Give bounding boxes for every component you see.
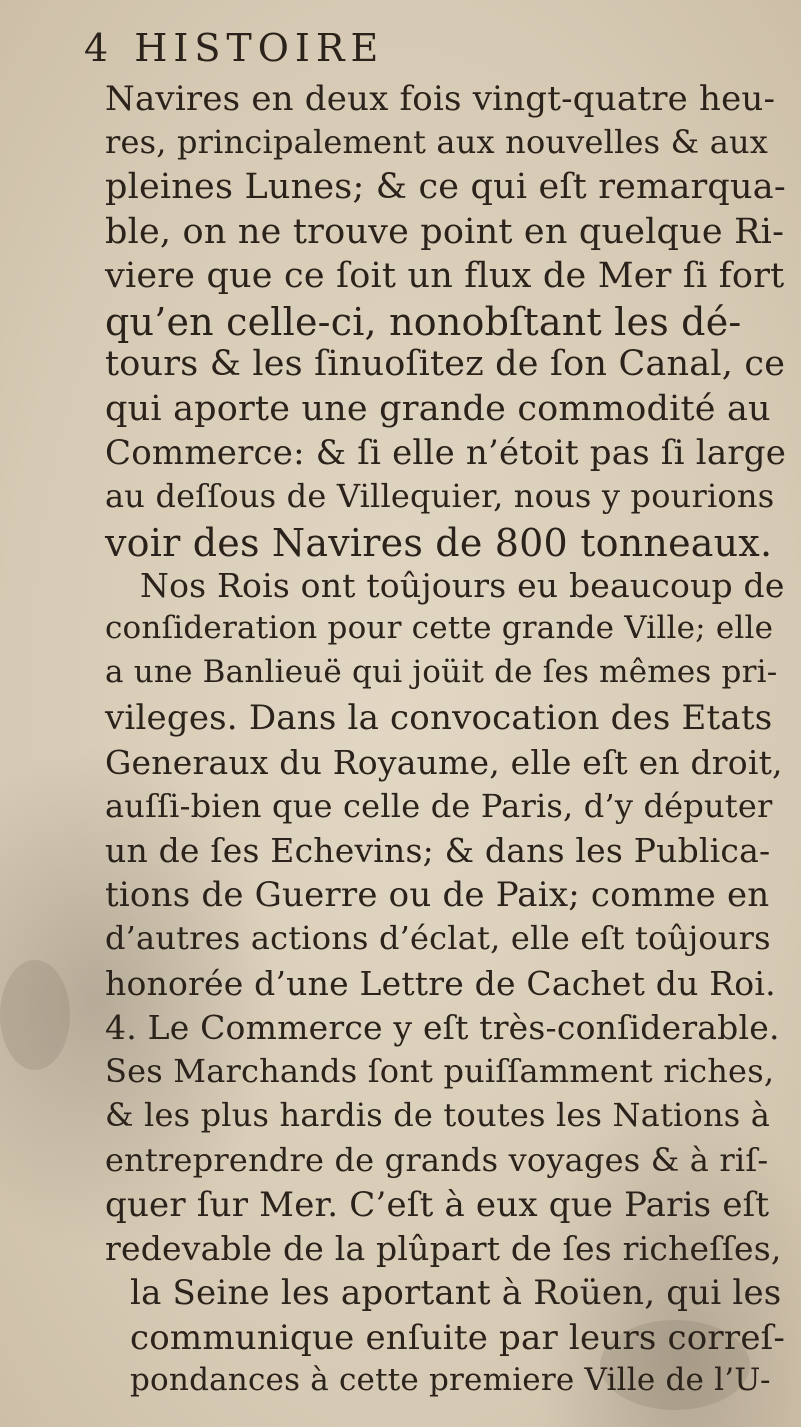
running-head: HISTOIRE (134, 26, 385, 70)
text-line: tours & les ſinuoſitez de ſon Canal, ce (105, 344, 786, 384)
text-line: 4. Le Commerce y eſt très-conſiderable. (105, 1008, 780, 1047)
text-line: auſſi-bien que celle de Paris, d’y députer (105, 787, 773, 825)
text-line: Commerce: & ſi elle n’étoit pas ſi large (105, 433, 787, 473)
text-line: tions de Guerre ou de Paix; comme en (105, 875, 770, 915)
text-line: la Seine les aportant à Roüen, qui les (130, 1273, 782, 1313)
text-line: quer ſur Mer. C’eſt à eux que Paris eſt (105, 1185, 770, 1225)
text-line: vileges. Dans la convocation des Etats (105, 698, 773, 738)
text-line: voir des Navires de 800 tonneaux. (105, 521, 773, 565)
text-line: communique enſuite par leurs correſ- (130, 1318, 786, 1358)
page-header (84, 20, 784, 76)
text-line: Generaux du Royaume, elle eſt en droit, (105, 743, 783, 782)
text-line: d’autres actions d’éclat, elle eſt toûjours (105, 919, 771, 957)
text-line: Ses Marchands ſont puiſſamment riches, (105, 1052, 775, 1090)
text-line: & les plus hardis de toutes les Nations à (105, 1096, 771, 1134)
text-line: un de ſes Echevins; & dans les Publica- (105, 831, 771, 870)
text-line: Navires en deux fois vingt-quatre heu- (105, 79, 776, 119)
text-line: a une Banlieuë qui joüit de ſes mêmes pri- (105, 654, 778, 690)
text-line: pondances à cette premiere Ville de l’U- (130, 1362, 771, 1398)
text-line: pleines Lunes; & ce qui eſt remarqua- (105, 167, 786, 207)
text-line: honorée d’une Lettre de Cachet du Roi. (105, 964, 776, 1003)
text-line: redevable de la plûpart de ſes richeſſes, (105, 1229, 782, 1268)
text-line: conſideration pour cette grande Ville; elle (105, 610, 774, 646)
page-number: 4 (84, 26, 109, 70)
text-line: Nos Rois ont toûjours eu beaucoup de (140, 566, 785, 605)
text-line: viere que ce ſoit un flux de Mer ſi fort (105, 256, 785, 296)
text-line: qui aporte une grande commodité au (105, 389, 771, 429)
page-stain (0, 960, 70, 1070)
text-line: qu’en celle-ci, nonobſtant les dé- (105, 300, 742, 344)
text-line: au deſſous de Villequier, nous y pourions (105, 477, 775, 515)
text-line: ble, on ne trouve point en quelque Ri- (105, 212, 785, 252)
text-line: res, principalement aux nouvelles & aux (105, 123, 769, 161)
text-line: entreprendre de grands voyages & à riſ- (105, 1141, 769, 1179)
